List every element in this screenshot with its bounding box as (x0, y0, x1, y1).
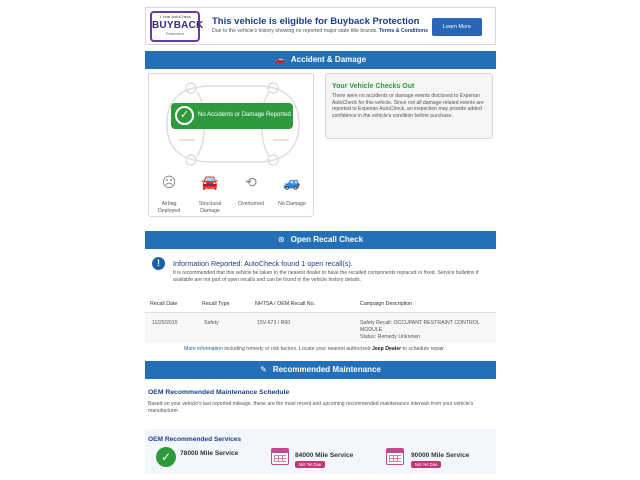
vehicle-checks-out-box (325, 73, 493, 139)
buyback-subtitle (212, 28, 428, 35)
col-recall-type: Recall Type (202, 301, 230, 307)
recall-date: 11/25/2015 (152, 320, 178, 326)
status-badge: Not Yet Due (295, 461, 325, 468)
overturned-label: Overturned (238, 201, 264, 207)
recall-type: Safety (204, 320, 219, 326)
col-recall-number: NHTSA / OEM Recall No. (255, 301, 316, 307)
open-recall-header[interactable] (145, 231, 496, 249)
more-info-line (184, 346, 445, 352)
recall-table-header (145, 297, 496, 313)
learn-more-button[interactable]: Learn More (432, 18, 482, 36)
oem-services-box (145, 429, 496, 474)
more-info-tail: to schedule repair. (402, 346, 446, 352)
overturned-car-icon: ⟲ (245, 174, 257, 190)
table-row (145, 313, 496, 343)
check-circle-icon: ✓ (156, 447, 176, 467)
buyback-title: This vehicle is eligible for Buyback Protection (212, 16, 420, 27)
services-title: OEM Recommended Services (148, 436, 242, 443)
no-damage-badge (171, 103, 293, 129)
checks-out-text: There were no accidents or damage events disclosed to Experian AutoCheck for this vehicle. Since not all damage-related events are reported to Experian AutoCheck, an inspection may provide added confidence in the vehicle's condition before purchase. (332, 93, 484, 119)
airbag-label: Airbag Deployed (158, 201, 180, 214)
checks-out-title: Your Vehicle Checks Out (332, 83, 415, 90)
maintenance-title: Recommended Maintenance (272, 365, 381, 374)
recall-number: 15V-673 / R60 (257, 320, 291, 326)
maintenance-schedule-title: OEM Recommended Maintenance Schedule (148, 389, 290, 396)
info-icon: ! (152, 257, 165, 270)
recall-info-text: It is recommended that this vehicle be taken to the nearest dealer to have the recalled components replaced or fixed. Service bulletins if available are not part of open recalls and can be found in the vehicle history details. (173, 270, 479, 283)
more-info-link[interactable]: More information (184, 346, 223, 352)
buyback-logo-big: BUYBACK (152, 20, 204, 31)
service-78000-label: 78000 Mile Service (180, 450, 239, 457)
no-damage-text: No Accidents or Damage Reported (198, 112, 291, 118)
steering-wheel-icon: ⊛ (277, 235, 285, 244)
recall-status: Status: Remedy Unknown (360, 334, 420, 340)
check-icon: ✓ (175, 106, 194, 125)
buyback-logo-tiny: Protection (165, 31, 184, 36)
no-damage-label: No Damage (278, 201, 306, 207)
recall-description-line2: MODULE (360, 327, 383, 333)
calendar-icon (386, 448, 404, 465)
structural-car-icon: 🚘 (201, 174, 219, 190)
more-info-text: including remedy or risk factors. Locate your nearest authorized (224, 346, 371, 352)
service-90000-label: 90000 Mile Service (411, 452, 470, 459)
car-icon: 🚗 (274, 55, 285, 64)
structural-label: Structural Damage (198, 201, 222, 214)
dealer-link[interactable]: Jeep Dealer (372, 346, 402, 352)
wrench-icon: ✎ (260, 365, 267, 374)
airbag-icon: ☹ (161, 174, 177, 190)
accident-damage-title: Accident & Damage (290, 55, 367, 64)
terms-link[interactable]: Terms & Conditions (379, 28, 428, 34)
status-badge: Not Yet Due (411, 461, 441, 468)
maintenance-header[interactable] (145, 361, 496, 379)
buyback-logo-small: 1 Year AutoCheck (159, 14, 191, 19)
open-recall-title: Open Recall Check (290, 235, 364, 244)
buyback-logo (150, 11, 204, 42)
car-front-icon: 🚙 (283, 174, 301, 190)
service-84000-label: 84000 Mile Service (295, 452, 354, 459)
col-recall-date: Recall Date (150, 301, 178, 307)
calendar-icon (271, 448, 289, 465)
recall-info-title: Information Reported: AutoCheck found 1 open recall(s). (173, 259, 353, 268)
maintenance-schedule-text: Based on your vehicle's last reported mileage, these are the most recent and upcoming recommended maintenance intervals from your vehicle's manufacturer. (148, 401, 474, 414)
buyback-subtitle-text: Due to the vehicle's history showing no reported major state title brands. (212, 28, 378, 34)
buyback-banner (145, 7, 496, 45)
recall-description-line1: Safety Recall: OCCUPANT RESTRAINT CONTROL (360, 320, 480, 326)
accident-damage-header[interactable] (145, 51, 496, 69)
accident-diagram-panel (148, 73, 314, 217)
col-campaign-description: Campaign Description (360, 301, 413, 307)
